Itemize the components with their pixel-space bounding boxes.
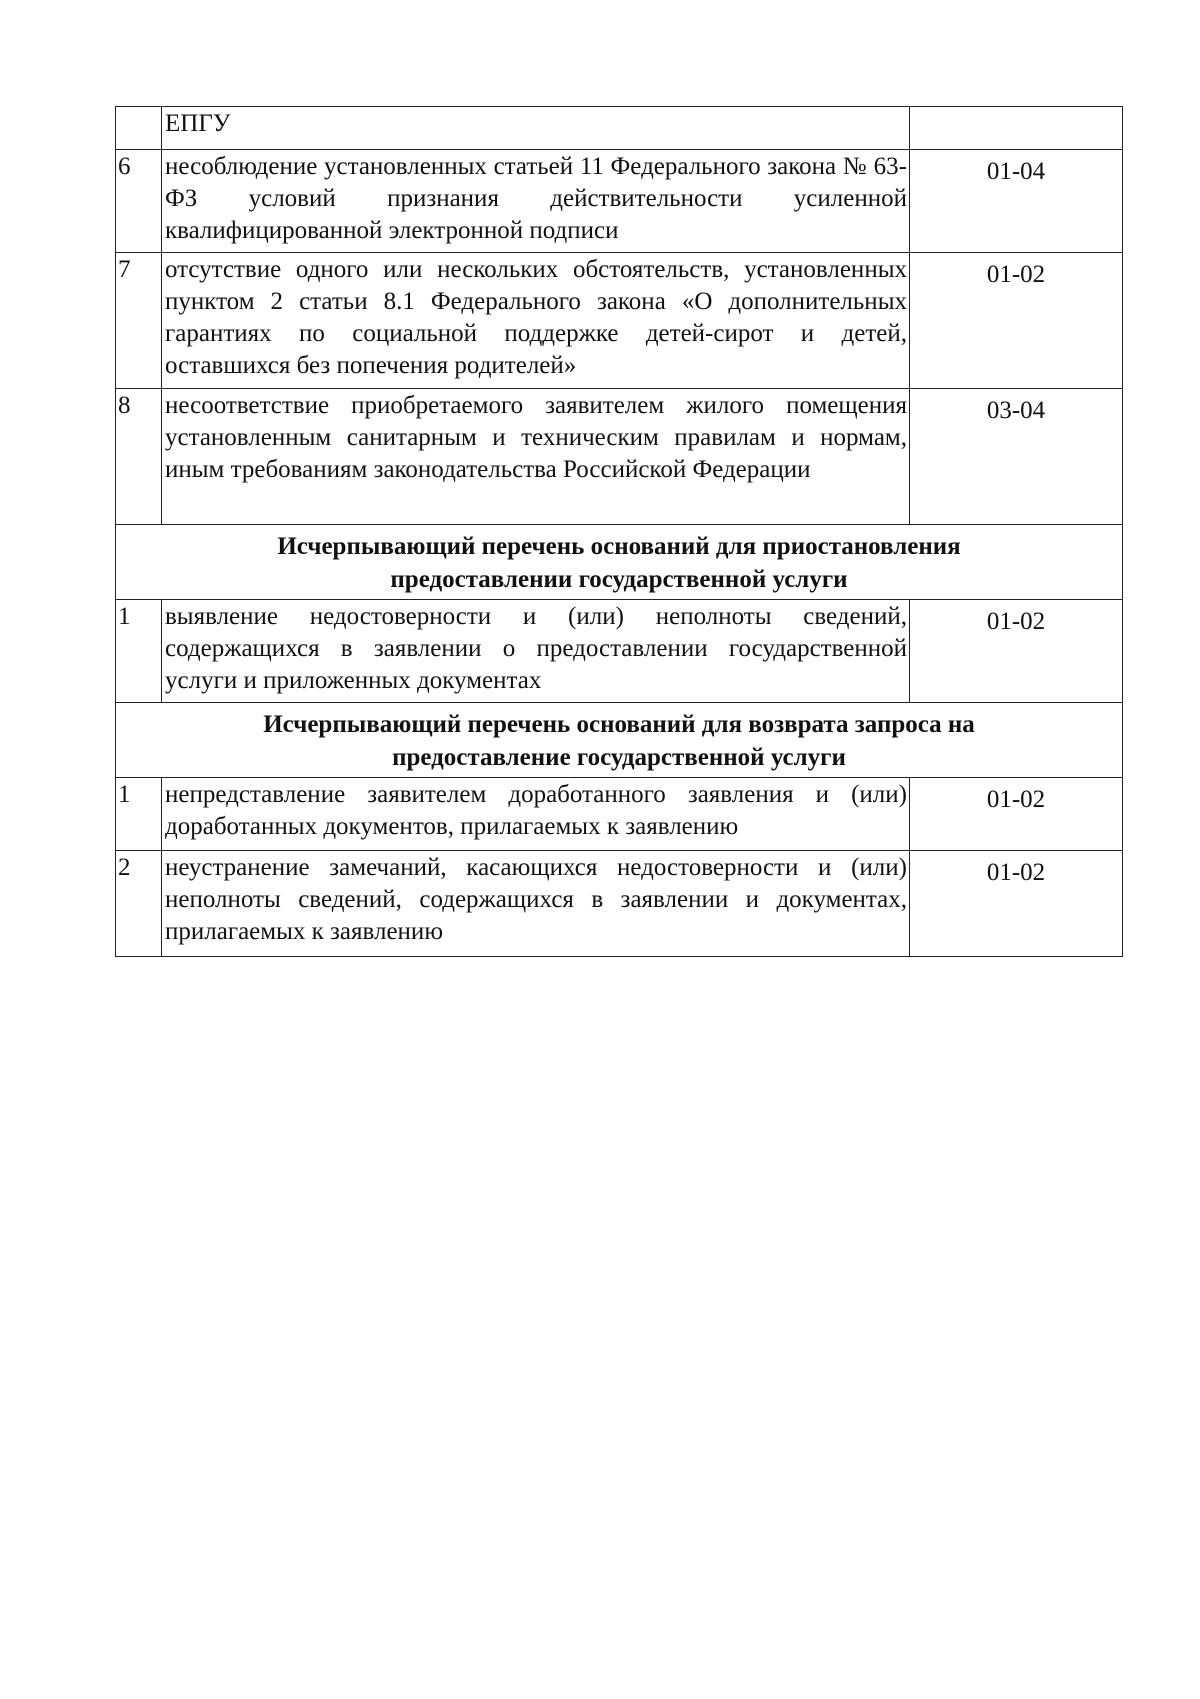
row-number: 1 xyxy=(116,778,162,851)
table-row xyxy=(116,778,1123,851)
row-text: неустранение замечаний, касающихся недостоверности и (или) неполноты сведений, содержащихся в заявлении и документах, прилагаемых к заявлению xyxy=(162,851,910,957)
section-header-line: предоставление государственной услуги xyxy=(392,744,846,771)
row-code: 01-02 xyxy=(910,600,1123,703)
row-code: 01-02 xyxy=(910,253,1123,389)
section-header-line: Исчерпывающий перечень оснований для приостановления xyxy=(277,533,961,560)
section-header-line: предоставлении государственной услуги xyxy=(390,566,848,593)
row-number: 2 xyxy=(116,851,162,957)
table-row xyxy=(116,253,1123,389)
row-text: ЕПГУ xyxy=(162,107,910,150)
section-header-row xyxy=(116,525,1123,600)
grounds-table xyxy=(115,106,1123,957)
table-row xyxy=(116,851,1123,957)
row-code xyxy=(910,107,1123,150)
section-header-line: Исчерпывающий перечень оснований для возврата запроса на xyxy=(263,711,975,738)
table-row xyxy=(116,107,1123,150)
table-row xyxy=(116,389,1123,525)
row-text: несоответствие приобретаемого заявителем жилого помещения установленным санитарным и техническим правилам и нормам, иным требованиям законодательства Российской Федерации xyxy=(162,389,910,525)
row-text: несоблюдение установленных статьей 11 Федерального закона № 63-ФЗ условий признания действительности усиленной квалифицированной электронной подписи xyxy=(162,150,910,253)
section-header xyxy=(116,525,1123,600)
row-text: отсутствие одного или нескольких обстоятельств, установленных пунктом 2 статьи 8.1 Федерального закона «О дополнительных гарантиях по социальной поддержке детей-сирот и детей, оставшихся без попечения родителей» xyxy=(162,253,910,389)
row-code: 01-02 xyxy=(910,851,1123,957)
section-header-row xyxy=(116,703,1123,778)
row-code: 01-02 xyxy=(910,778,1123,851)
row-number: 1 xyxy=(116,600,162,703)
table-row xyxy=(116,150,1123,253)
row-number xyxy=(116,107,162,150)
table-row xyxy=(116,600,1123,703)
row-text: выявление недостоверности и (или) неполноты сведений, содержащихся в заявлении о предоставлении государственной услуги и приложенных документах xyxy=(162,600,910,703)
row-number: 7 xyxy=(116,253,162,389)
row-number: 6 xyxy=(116,150,162,253)
section-header xyxy=(116,703,1123,778)
row-number: 8 xyxy=(116,389,162,525)
row-text: непредставление заявителем доработанного заявления и (или) доработанных документов, прилагаемых к заявлению xyxy=(162,778,910,851)
row-code: 03-04 xyxy=(910,389,1123,525)
row-code: 01-04 xyxy=(910,150,1123,253)
